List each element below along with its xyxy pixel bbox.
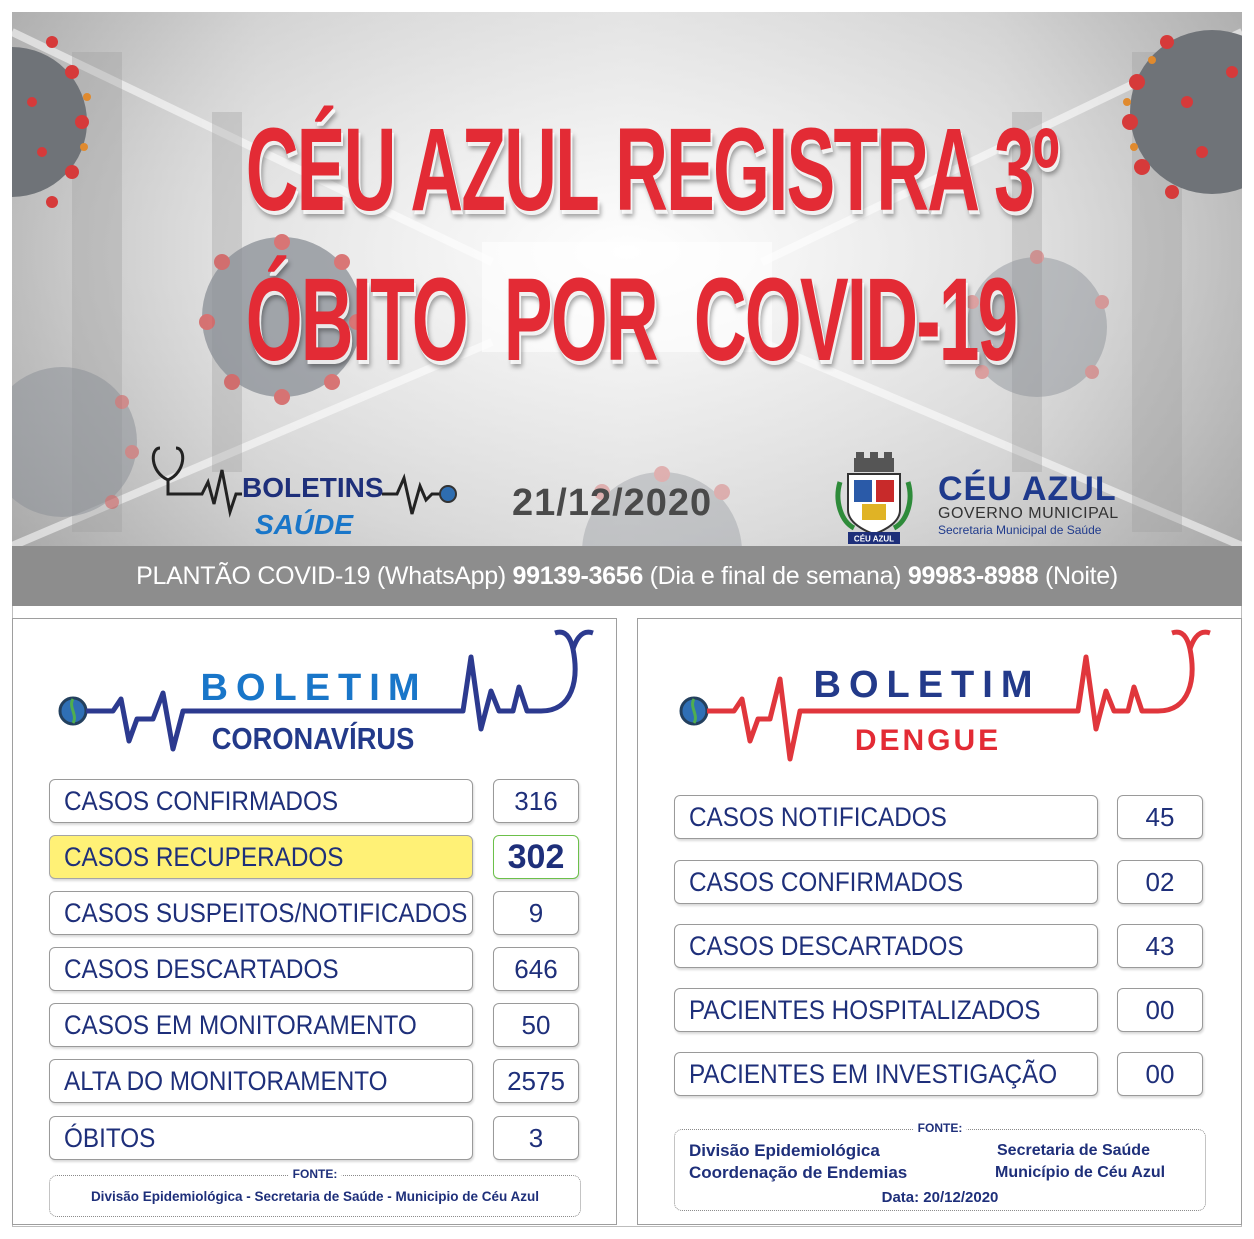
dengue-panel-subtitle: DENGUE	[854, 724, 1002, 757]
hotline-banner	[12, 546, 1242, 606]
row-value: 00	[1117, 988, 1203, 1032]
phone-day: 99139-3656	[512, 562, 643, 590]
banner-night-note: (Noite)	[1038, 562, 1118, 590]
crest-label: CÉU AZUL	[853, 534, 895, 544]
source-text: Divisão Epidemiológica - Secretaria de Saúde - Municipio de Céu Azul	[90, 1189, 540, 1204]
row-label: CASOS CONFIRMADOS	[49, 779, 473, 823]
row-label: ÓBITOS	[49, 1116, 473, 1160]
government-name: CÉU AZUL	[938, 470, 1117, 508]
headline-line-1: CÉU AZUL REGISTRA 3º	[245, 104, 1058, 236]
source-left-1: Divisão Epidemiológica	[689, 1141, 880, 1160]
row-value: 45	[1117, 795, 1203, 839]
source-label: FONTE:	[289, 1167, 342, 1181]
covid-panel-subtitle: CORONAVÍRUS	[211, 721, 415, 756]
row-value: 00	[1117, 1052, 1203, 1096]
row-label: CASOS DESCARTADOS	[674, 924, 1098, 968]
covid-bulletin-panel	[12, 618, 617, 1225]
row-value: 646	[493, 947, 579, 991]
hero-section	[12, 12, 1242, 546]
banner-day-note: (Dia e final de semana)	[643, 562, 908, 590]
phone-night: 99983-8988	[907, 562, 1039, 590]
row-value: 50	[493, 1003, 579, 1047]
row-value: 2575	[493, 1059, 579, 1103]
row-label: PACIENTES EM INVESTIGAÇÃO	[674, 1052, 1098, 1096]
source-left-2: Coordenação de Endemias	[689, 1163, 908, 1182]
row-label: CASOS NOTIFICADOS	[674, 795, 1098, 839]
covid-source-box	[49, 1167, 581, 1217]
source-label: FONTE:	[914, 1121, 967, 1135]
government-department: Secretaria Municipal de Saúde	[938, 523, 1102, 537]
row-label: PACIENTES HOSPITALIZADOS	[674, 988, 1098, 1032]
row-label: CASOS SUSPEITOS/NOTIFICADOS	[49, 891, 473, 935]
headline-line-2: ÓBITO POR COVID-19	[245, 254, 1017, 386]
dengue-panel-title: BOLETIM	[813, 664, 1041, 706]
boletins-saude-logo	[142, 442, 472, 546]
saude-word: SAÚDE	[255, 509, 354, 540]
row-value: 43	[1117, 924, 1203, 968]
row-label: ALTA DO MONITORAMENTO	[49, 1059, 473, 1103]
row-label: CASOS RECUPERADOS	[49, 835, 473, 879]
row-value: 9	[493, 891, 579, 935]
municipal-crest-icon	[834, 452, 914, 546]
row-value: 02	[1117, 860, 1203, 904]
boletins-word: BOLETINS	[242, 472, 384, 503]
source-date: Data: 20/12/2020	[881, 1189, 999, 1206]
stethoscope-icon	[541, 632, 575, 711]
source-right-1: Secretaria de Saúde	[997, 1142, 1150, 1159]
stethoscope-icon	[153, 448, 182, 480]
row-label: CASOS CONFIRMADOS	[674, 860, 1098, 904]
government-subtitle: GOVERNO MUNICIPAL	[938, 505, 1119, 522]
row-label: CASOS EM MONITORAMENTO	[49, 1003, 473, 1047]
stethoscope-icon	[1158, 632, 1192, 711]
globe-icon	[440, 486, 456, 502]
row-value: 302	[493, 835, 579, 879]
virus-icon	[1102, 22, 1242, 222]
dengue-bulletin-panel	[637, 618, 1242, 1225]
covid-panel-title: BOLETIM	[200, 667, 428, 709]
row-label: CASOS DESCARTADOS	[49, 947, 473, 991]
row-value: 316	[493, 779, 579, 823]
dengue-source-box	[674, 1121, 1206, 1211]
virus-icon	[12, 12, 102, 232]
source-right-2: Município de Céu Azul	[995, 1164, 1166, 1181]
row-value: 3	[493, 1116, 579, 1160]
virus-icon	[12, 352, 142, 532]
bulletin-date: 21/12/2020	[512, 482, 713, 524]
banner-prefix: PLANTÃO COVID-19 (WhatsApp)	[136, 562, 513, 590]
